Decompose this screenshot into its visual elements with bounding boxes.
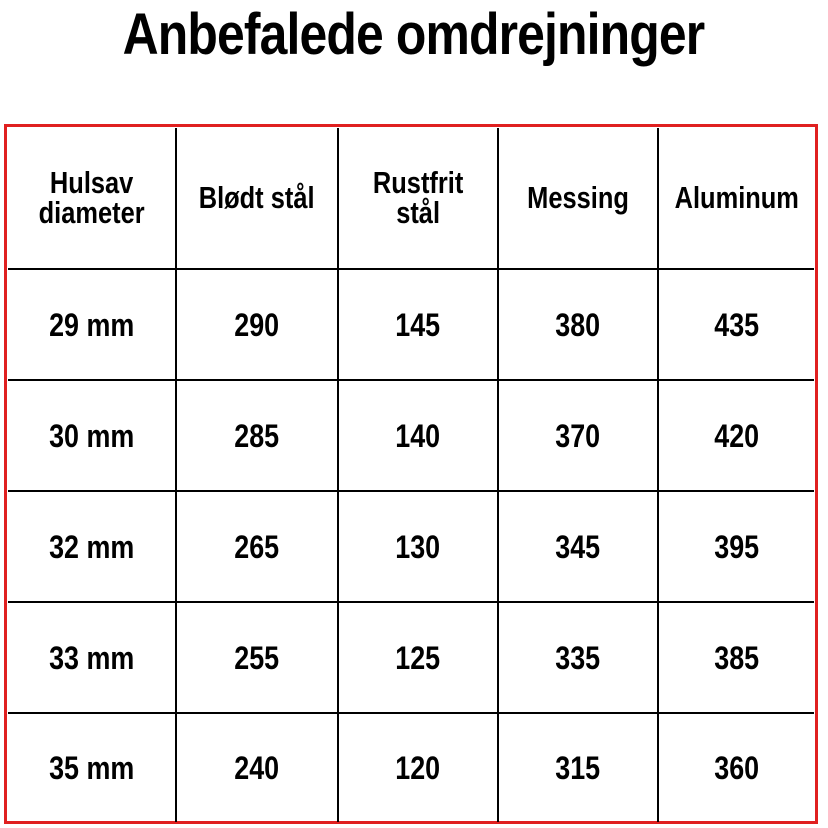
diameter-value: 32 mm <box>48 528 135 565</box>
table-row <box>8 380 814 491</box>
brass-value: 345 <box>555 528 601 565</box>
stainless-steel-value: 145 <box>395 306 441 343</box>
header-aluminum: Aluminum <box>674 180 799 215</box>
header-cell <box>338 128 498 269</box>
header-cell <box>658 128 814 269</box>
table-cell <box>338 380 498 491</box>
brass-value: 380 <box>555 306 601 343</box>
brass-value: 315 <box>555 750 601 786</box>
brass-value: 370 <box>555 417 601 454</box>
header-diameter: Hulsav diameter <box>38 165 145 230</box>
table-cell <box>338 602 498 713</box>
table-cell <box>8 713 176 822</box>
table-row <box>8 491 814 602</box>
diameter-value: 30 mm <box>48 417 135 454</box>
table-cell <box>8 602 176 713</box>
header-cell <box>8 128 176 269</box>
mild-steel-value: 240 <box>234 750 280 786</box>
aluminum-value: 435 <box>714 306 759 343</box>
table-cell <box>498 269 658 380</box>
table-cell <box>8 491 176 602</box>
table-row <box>8 713 814 822</box>
mild-steel-value: 285 <box>234 417 280 454</box>
table-cell <box>498 713 658 822</box>
table-cell <box>658 602 814 713</box>
mild-steel-value: 265 <box>234 528 280 565</box>
header-cell <box>498 128 658 269</box>
table-cell <box>658 380 814 491</box>
stainless-steel-value: 130 <box>395 528 441 565</box>
table-cell <box>498 491 658 602</box>
table-row <box>8 269 814 380</box>
table-cell <box>176 602 338 713</box>
diameter-value: 29 mm <box>48 306 135 343</box>
header-brass: Messing <box>527 180 629 215</box>
aluminum-value: 395 <box>714 528 759 565</box>
table-cell <box>8 380 176 491</box>
table-row <box>8 602 814 713</box>
mild-steel-value: 255 <box>234 639 280 676</box>
aluminum-value: 385 <box>714 639 759 676</box>
brass-value: 335 <box>555 639 601 676</box>
table-cell <box>658 491 814 602</box>
stainless-steel-value: 120 <box>395 750 441 786</box>
page-title: Anbefalede omdrejninger <box>122 2 705 67</box>
speed-table <box>8 128 814 822</box>
table-cell <box>338 491 498 602</box>
aluminum-value: 420 <box>714 417 759 454</box>
stainless-steel-value: 140 <box>395 417 441 454</box>
stainless-steel-value: 125 <box>395 639 441 676</box>
aluminum-value: 360 <box>714 750 759 786</box>
diameter-value: 35 mm <box>48 750 135 786</box>
table-cell <box>176 713 338 822</box>
header-mild-steel: Blødt stål <box>199 180 315 215</box>
header-stainless-steel: Rustfrit stål <box>372 165 464 230</box>
table-cell <box>658 269 814 380</box>
table-cell <box>176 380 338 491</box>
table-cell <box>176 491 338 602</box>
table-cell <box>338 269 498 380</box>
mild-steel-value: 290 <box>234 306 280 343</box>
table-cell <box>498 602 658 713</box>
table-cell <box>498 380 658 491</box>
header-cell <box>176 128 338 269</box>
table-cell <box>8 269 176 380</box>
table-cell <box>176 269 338 380</box>
diameter-value: 33 mm <box>48 639 135 676</box>
table-header-row <box>8 128 814 269</box>
table-cell <box>338 713 498 822</box>
table-cell <box>658 713 814 822</box>
